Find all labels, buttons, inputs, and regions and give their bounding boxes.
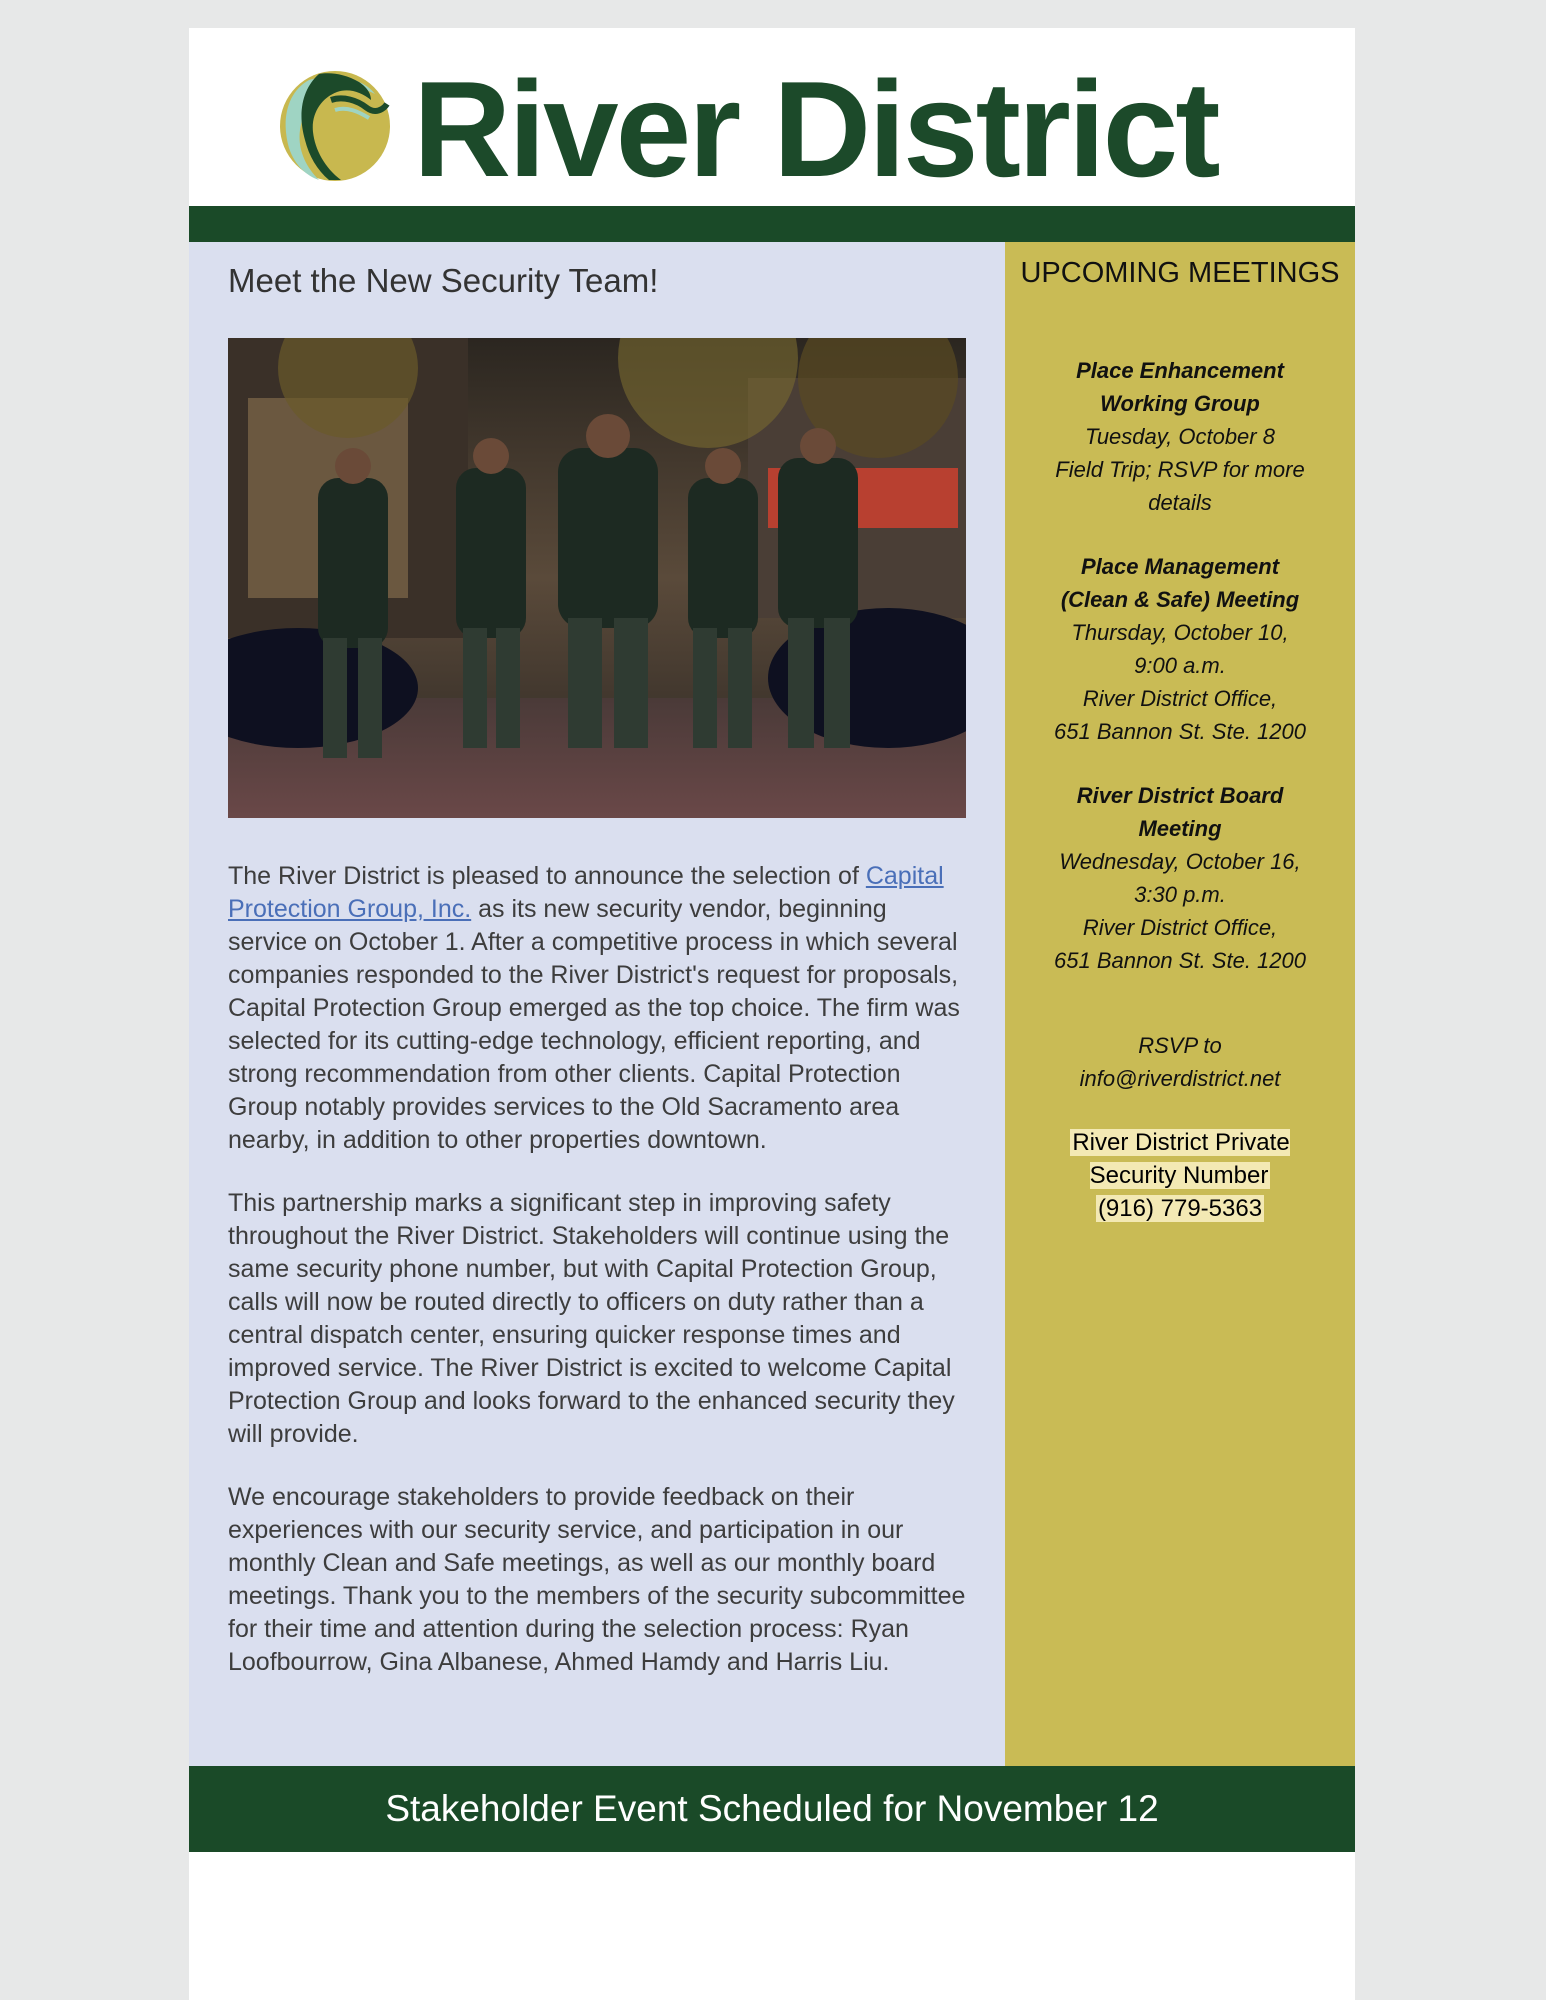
article-paragraph-1 bbox=[228, 860, 970, 1157]
meeting-detail: 3:30 p.m. bbox=[1134, 882, 1226, 907]
meeting-item bbox=[1005, 354, 1355, 519]
meeting-detail: 651 Bannon St. Ste. 1200 bbox=[1054, 719, 1306, 744]
meeting-item bbox=[1005, 550, 1355, 748]
article-headline: Meet the New Security Team! bbox=[228, 262, 659, 299]
meeting-title: River District Board Meeting bbox=[1076, 783, 1284, 841]
meeting-detail: 651 Bannon St. Ste. 1200 bbox=[1054, 948, 1306, 973]
rsvp-block bbox=[1005, 1029, 1355, 1095]
rsvp-label: RSVP to bbox=[1138, 1033, 1222, 1058]
upcoming-meetings-sidebar bbox=[1005, 242, 1355, 1766]
security-team-photo bbox=[228, 338, 966, 818]
meeting-detail: 9:00 a.m. bbox=[1134, 653, 1226, 678]
brand-name: River District bbox=[413, 53, 1218, 205]
meeting-detail: River District Office, bbox=[1082, 686, 1278, 711]
security-phone-block bbox=[1055, 1126, 1305, 1225]
rsvp-email[interactable]: info@riverdistrict.net bbox=[1079, 1066, 1281, 1091]
capital-protection-group-link[interactable]: Capital Protection Group, Inc. bbox=[228, 862, 944, 923]
river-district-logo-icon bbox=[279, 70, 391, 182]
newsletter-page bbox=[189, 28, 1355, 2000]
meetings-list bbox=[1005, 354, 1355, 1225]
security-phone-label: River District Private Security Number bbox=[1072, 1129, 1290, 1189]
meeting-title: Place Management (Clean & Safe) Meeting bbox=[1060, 554, 1300, 612]
meeting-detail: Tuesday, October 8 bbox=[1085, 424, 1275, 449]
stakeholder-event-banner bbox=[189, 1766, 1355, 1852]
meeting-item bbox=[1005, 779, 1355, 977]
newsletter-header bbox=[189, 28, 1355, 206]
sidebar-title: UPCOMING MEETINGS bbox=[1020, 257, 1340, 289]
article-paragraph-2: This partnership marks a significant step in improving safety throughout the River District. Stakeholders will continue using the same security phone number, but with Capital Protection Group, calls will now be routed directly to officers on duty rather than a central dispatch center, ensuring quicker response times and improved service. The River District is excited to welcome Capital Protection Group and looks forward to the enhanced security they will provide. bbox=[228, 1189, 955, 1448]
stakeholder-event-heading: Stakeholder Event Scheduled for November 12 bbox=[385, 1788, 1159, 1829]
article-paragraph-3: We encourage stakeholders to provide feedback on their experiences with our security service, and participation in our monthly Clean and Safe meetings, as well as our monthly board meetings. Thank you to the members of the security subcommittee for their time and attention during the selection process: Ryan Loofbourrow, Gina Albanese, Ahmed Hamdy and Harris Liu. bbox=[228, 1483, 966, 1676]
paragraph-1-intro: The River District is pleased to announce the selection of bbox=[228, 862, 866, 890]
article-column bbox=[189, 242, 1005, 1766]
meeting-detail: Field Trip; RSVP for more details bbox=[1055, 457, 1305, 515]
meeting-detail: Wednesday, October 16, bbox=[1059, 849, 1301, 874]
security-phone-number[interactable]: (916) 779-5363 bbox=[1097, 1195, 1263, 1222]
meeting-title: Place Enhancement Working Group bbox=[1076, 358, 1284, 416]
header-divider-band bbox=[189, 206, 1355, 242]
article-body bbox=[228, 860, 970, 1709]
photo-illustration bbox=[228, 338, 966, 818]
meeting-detail: River District Office, bbox=[1082, 915, 1278, 940]
paragraph-1-rest: as its new security vendor, beginning service on October 1. After a competitive process in which several companies responded to the River District's request for proposals, Capital Protection Group emerged as the top choice. The firm was selected for its cutting-edge technology, efficient reporting, and strong recommendation from other clients. Capital Protection Group notably provides services to the Old Sacramento area nearby, in addition to other properties downtown. bbox=[228, 895, 960, 1154]
meeting-detail: Thursday, October 10, bbox=[1071, 620, 1289, 645]
